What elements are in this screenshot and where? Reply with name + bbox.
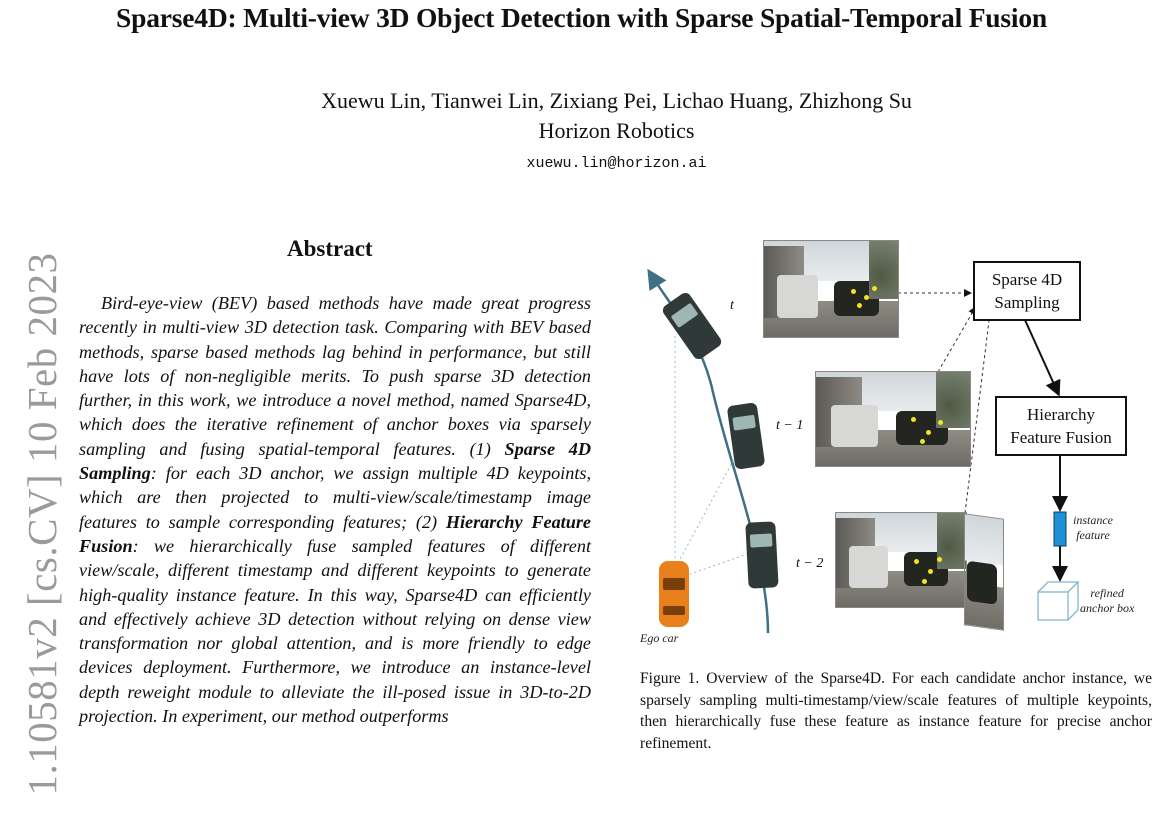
figure-1 [630,238,1160,648]
camera-image-t2 [835,512,967,608]
arrow-sampling-fusion [1025,320,1058,393]
ego-link-t1 [678,448,740,563]
ego-car [659,561,689,627]
hierarchy-feature-fusion-box: Hierarchy Feature Fusion [995,396,1127,456]
affiliation: Horizon Robotics [538,118,695,143]
label-timestamp-t: t [730,298,734,313]
arxiv-stamp-text: 1.10581v2 [cs.CV] 10 Feb 2023 [19,252,65,796]
abstract-text-1: Bird-eye-view (BEV) based methods have made great progress recently in multi-view 3D detection task. Comparing with BEV based methods, sparse based methods lag behind in performance, but still have lots of non-negligible merits. To push sparse 3D detection further, in this work, we introduce a novel method, named Sparse4D, which does the iterative refinement of anchor boxes via sparsely sampling and fusing spatial-temporal features. (1) [79,293,591,459]
label-instance-feature: instance feature [1073,513,1113,542]
label-ego-car: Ego car [640,631,679,645]
label-refined-anchor-box: refined anchor box [1080,586,1135,615]
paper-title: Sparse4D: Multi-view 3D Object Detection with Sparse Spatial-Temporal Fusion [116,2,1047,33]
abstract-heading: Abstract [287,236,373,261]
camera-image-t1 [815,371,971,467]
instance-feature-bar [1054,512,1066,546]
figure-caption: Figure 1. Overview of the Sparse4D. For each candidate anchor instance, we sparsely sampling multi-timestamp/view/scale features of multiple keypoints, then hierarchically fuse these feature as instance feature for precise anchor refinement. [640,670,1152,752]
author-email: xuewu.lin@horizon.ai [526,155,707,172]
abstract-text-3: : we hierarchically fuse sampled features of different view/scale, different timestamp and different keypoints to generate high-quality instance feature. In this way, Sparse4D can efficiently and effectively achieve 3D detection without relying on dense view transformation nor global attention, and is more friendly to edge devices deployment. Furthermore, we introduce an instance-level depth reweight module to alleviate the ill-posed issue in 3D-to-2D projection. In experiment, our method outperforms [79,535,591,727]
abstract-bold-sampling: Sparse 4D Sampling [79,438,591,484]
abstract-bold-fusion: Hierarchy Feature Fusion [79,511,591,556]
ego-link-t2 [685,553,750,576]
sparse-4d-sampling-box: Sparse 4D Sampling [973,261,1081,321]
camera-image-side [964,513,1004,631]
abstract-body [79,291,591,728]
refined-anchor-cube [1038,582,1078,620]
vehicle-t2 [745,521,778,588]
label-timestamp-t-1: t − 1 [776,418,804,433]
camera-image-t [763,240,899,338]
label-timestamp-t-2: t − 2 [796,556,824,571]
abstract-text-2: : for each 3D anchor, we assign multiple 4D keypoints, which are then projected to multi-view/scale/timestamp image features to sample corresponding features; (2) [79,463,591,532]
author-list: Xuewu Lin, Tianwei Lin, Zixiang Pei, Lichao Huang, Zhizhong Su [321,88,912,113]
